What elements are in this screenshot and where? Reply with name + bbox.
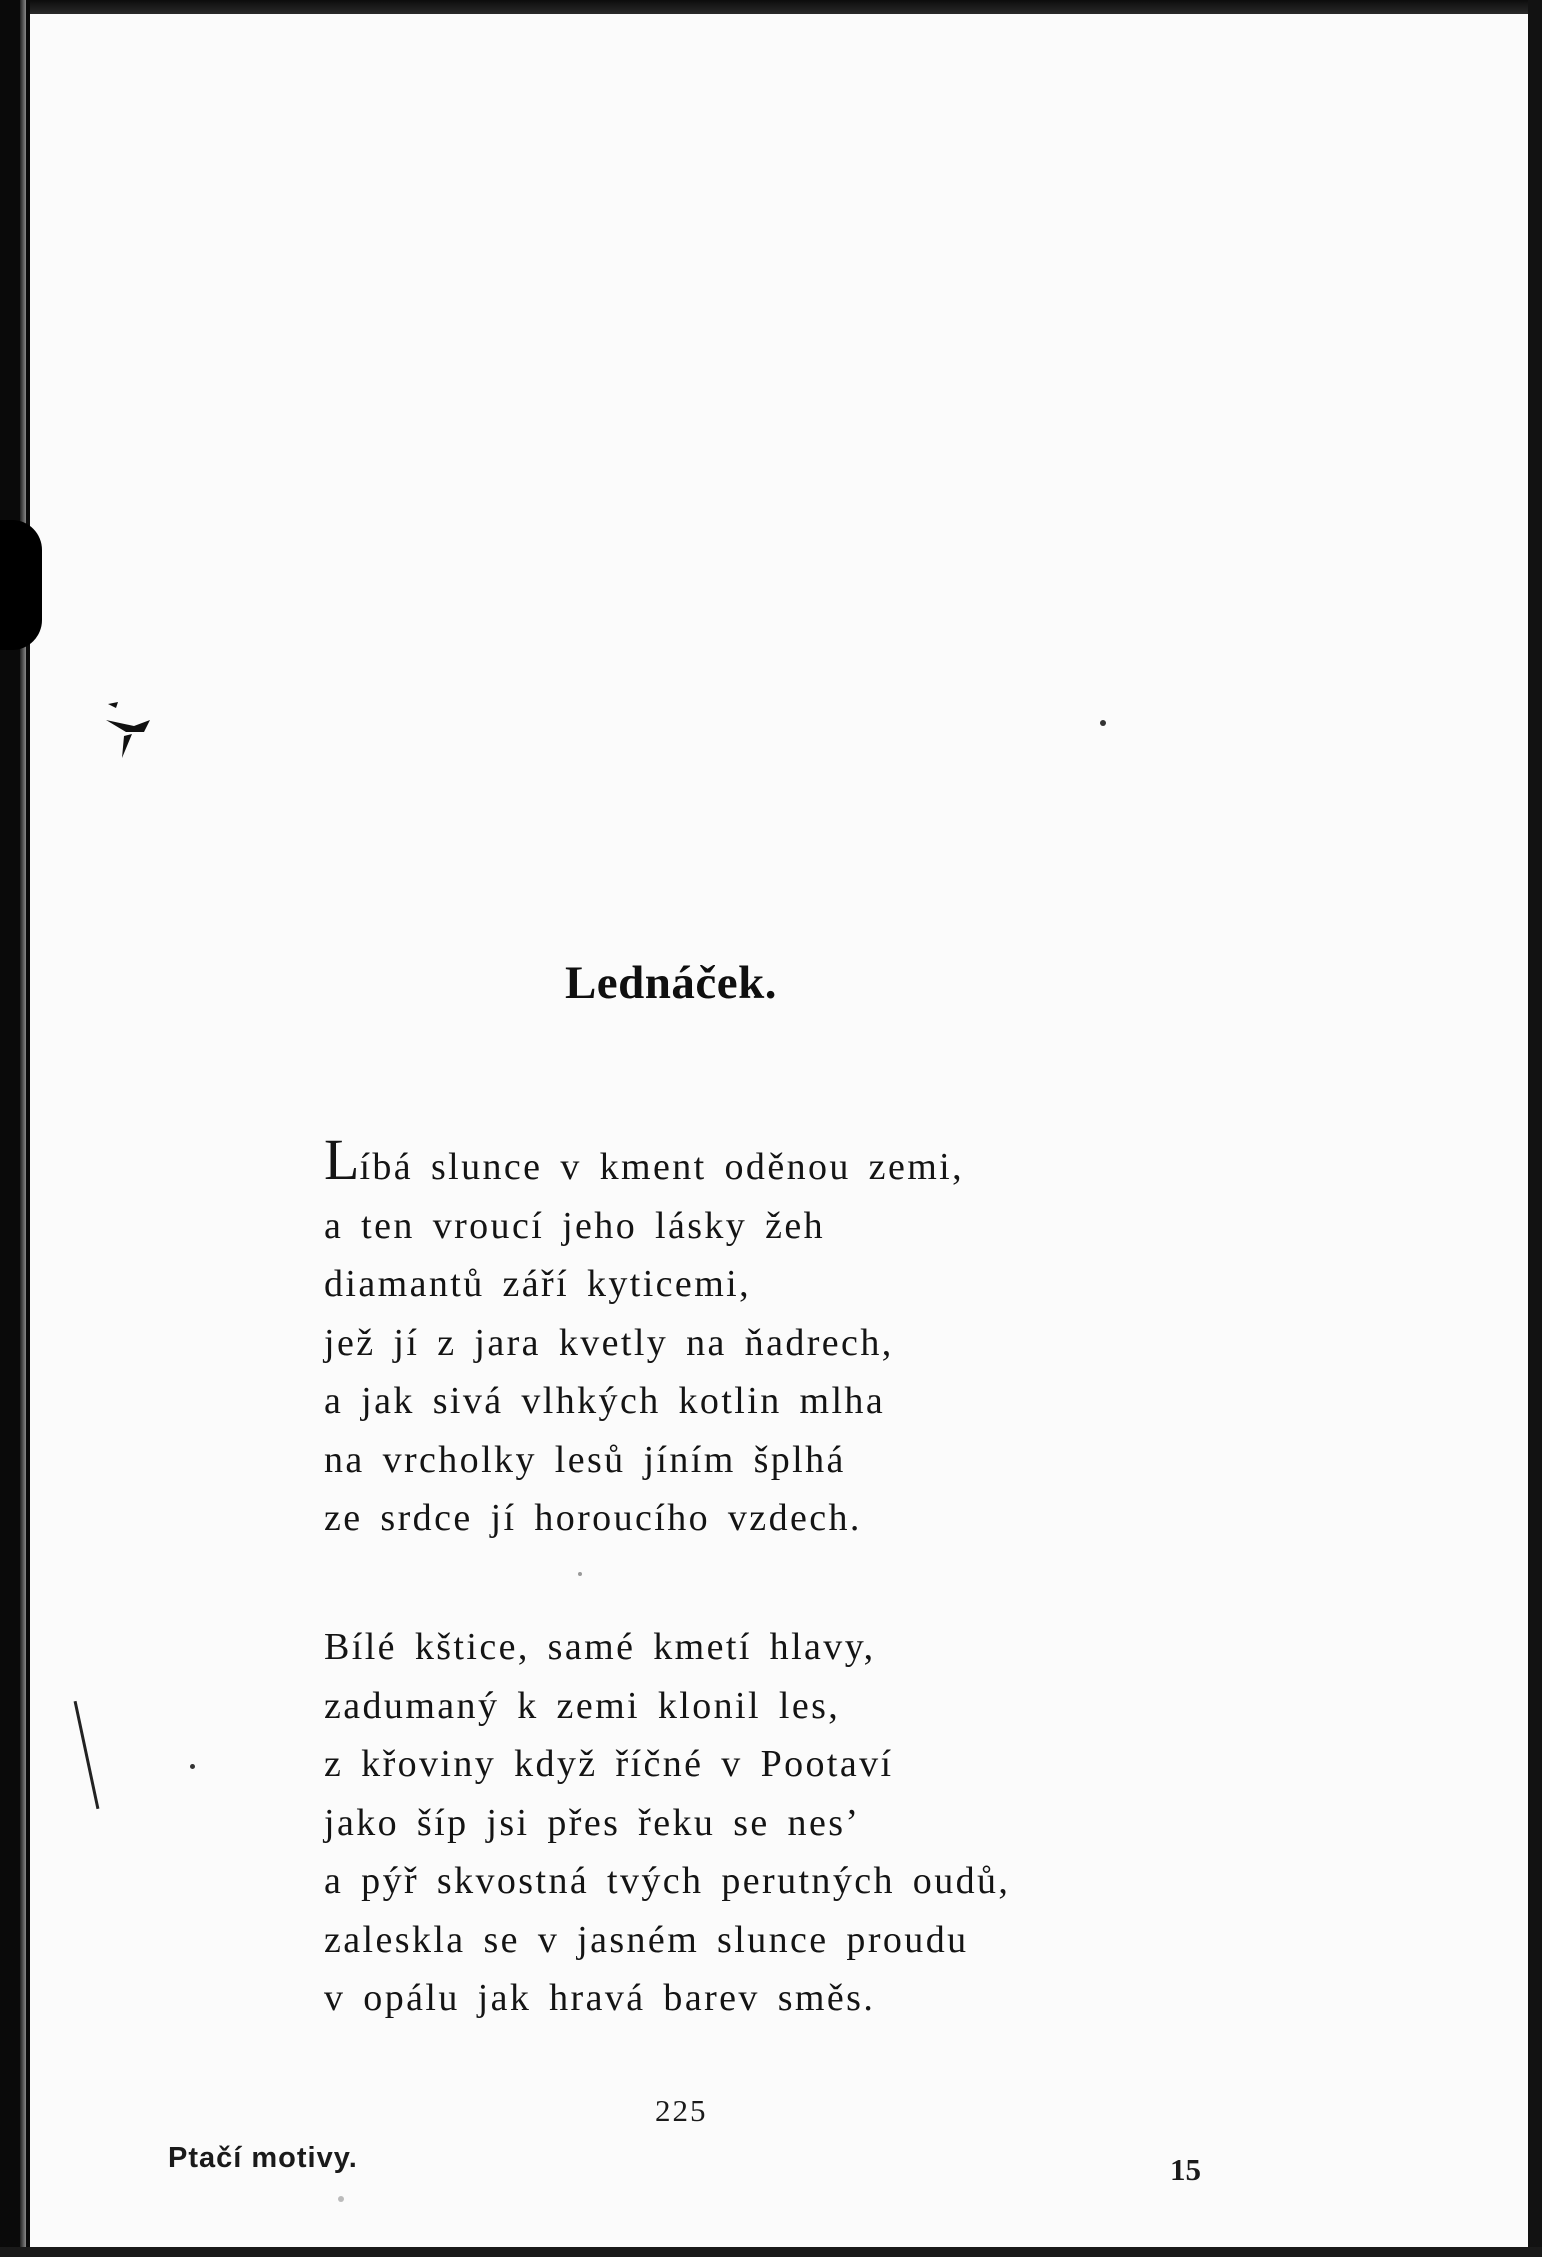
scan-speck xyxy=(578,1572,582,1576)
scan-edge-top xyxy=(0,0,1542,14)
ink-mark-icon xyxy=(104,700,152,760)
poem-line-rest: íbá slunce v kment oděnou zemi, xyxy=(359,1146,965,1188)
poem-line: a ten vroucí jeho lásky žeh xyxy=(324,1204,826,1247)
poem-line: zaleskla se v jasném slunce proudu xyxy=(324,1918,969,1961)
poem-line xyxy=(324,1127,965,1197)
poem-line: Bílé kštice, samé kmetí hlavy, xyxy=(324,1626,876,1668)
scan-edge-bottom xyxy=(0,2247,1542,2257)
poem-line: na vrcholky lesů jíním šplhá xyxy=(324,1438,846,1481)
poem-line: ze srdce jí horoucího vzdech. xyxy=(324,1497,862,1539)
scan-speck xyxy=(1100,720,1106,726)
scan-edge-left-shadow xyxy=(20,0,26,2257)
scan-edge-right xyxy=(1528,0,1542,2257)
binding-blot xyxy=(0,520,42,650)
poem-title: Lednáček. xyxy=(564,957,778,1009)
poem-line: jež jí z jara kvetly na ňadrech, xyxy=(324,1321,894,1364)
scan-speck xyxy=(190,1764,195,1769)
page-number: 225 xyxy=(655,2093,708,2128)
poem-line: jako šíp jsi přes řeku se nes’ xyxy=(324,1801,861,1844)
poem-line: z křoviny když říčné v Pootaví xyxy=(324,1743,894,1785)
poem-stanza-2 xyxy=(324,1618,1010,2028)
poem-stanza-1 xyxy=(324,1127,965,1548)
poem-line: zadumaný k zemi klonil les, xyxy=(324,1684,841,1727)
scan-speck xyxy=(338,2196,344,2202)
poem-line: a pýř skvostná tvých perutných oudů, xyxy=(324,1860,1011,1902)
scan-scratch xyxy=(74,1701,100,1809)
drop-cap: L xyxy=(324,1127,360,1192)
poem-line: diamantů září kyticemi, xyxy=(324,1263,752,1305)
poem-line: v opálu jak hravá barev směs. xyxy=(324,1977,876,2019)
sheet-number: 15 xyxy=(1170,2152,1201,2187)
signature-mark: Ptačí motivy. xyxy=(168,2142,358,2174)
poem-line: a jak sivá vlhkých kotlin mlha xyxy=(324,1380,886,1422)
